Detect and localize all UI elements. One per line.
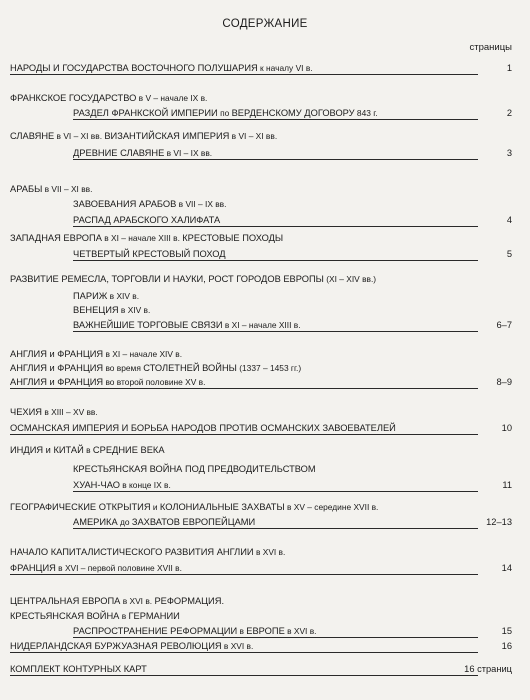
toc-entry-line — [73, 625, 478, 638]
toc-entry-line — [10, 376, 478, 389]
toc-entry-line — [73, 107, 478, 120]
toc-text: ЗАПАДНАЯ ЕВРОПА — [10, 233, 102, 243]
toc-entry-line — [10, 348, 182, 360]
toc-text: ОСМАНСКАЯ ИМПЕРИЯ И БОРЬБА НАРОДОВ ПРОТИВ ОСМАНСКИХ ЗАВОЕВАТЕЛЕЙ — [10, 423, 396, 433]
toc-entry-line — [73, 319, 478, 332]
toc-text: ВАЖНЕЙШИЕ ТОРГОВЫЕ СВЯЗИ — [73, 320, 223, 330]
toc-text: КРЕСТЬЯНСКАЯ ВОЙНА ПОД ПРЕДВОДИТЕЛЬСТВОМ — [73, 464, 316, 474]
toc-page-number: 11 — [502, 480, 512, 490]
toc-page-number: 4 — [506, 215, 512, 225]
toc-text: АНГЛИЯ и ФРАНЦИЯ — [10, 349, 104, 359]
toc-entry-line — [10, 610, 180, 622]
toc-text: СЛАВЯНЕ — [10, 131, 55, 141]
toc-text: в XI – начале XIV в. — [103, 349, 183, 359]
toc-page-number: 1 — [506, 63, 512, 73]
toc-text: ВИЗАНТИЙСКАЯ ИМПЕРИЯ — [104, 131, 230, 141]
toc-text: РАСПРОСТРАНЕНИЕ РЕФОРМАЦИИ — [73, 626, 238, 636]
toc-text: в XI – начале XIII в. — [101, 233, 183, 243]
toc-text: в VI – XI вв. — [229, 131, 278, 141]
toc-page-number: 15 — [501, 626, 512, 636]
toc-text: ХУАН-ЧАО — [73, 480, 120, 490]
toc-text: ВЕРДЕНСКОМУ ДОГОВОРУ — [231, 108, 355, 118]
toc-entry-line — [10, 595, 224, 607]
toc-text: в — [119, 611, 129, 621]
toc-entry-line — [10, 273, 376, 285]
toc-text: в XIII – XV вв. — [42, 407, 98, 417]
toc-entry-line — [10, 92, 207, 104]
toc-text: 843 г. — [354, 108, 378, 118]
toc-entry-line — [10, 62, 478, 75]
toc-page-number: 16 — [501, 641, 512, 651]
toc-text: НАРОДЫ И ГОСУДАРСТВА ВОСТОЧНОГО ПОЛУШАРИЯ — [10, 63, 258, 73]
toc-entry-line — [73, 214, 478, 227]
toc-entry-line — [73, 304, 150, 316]
toc-text: АНГЛИЯ и ФРАНЦИЯ — [10, 363, 104, 373]
toc-entry-line — [10, 546, 285, 558]
toc-text: КРЕСТЬЯНСКАЯ ВОЙНА — [10, 611, 120, 621]
toc-entry-line — [10, 562, 478, 575]
toc-entry-line — [73, 463, 316, 475]
toc-text: ЧЕТВЕРТЫЙ КРЕСТОВЫЙ ПОХОД — [73, 249, 226, 259]
toc-text: в XVI в. — [284, 626, 317, 636]
toc-entry-line — [10, 444, 165, 456]
toc-text: в XVI в. — [253, 547, 286, 557]
toc-text: в — [237, 626, 247, 636]
toc-page-number: 8–9 — [496, 377, 512, 387]
toc-text: в конце IX в. — [119, 480, 171, 490]
toc-text: ЕВРОПЕ — [246, 626, 285, 636]
toc-text: ЗАВОЕВАНИЯ АРАБОВ — [73, 199, 177, 209]
toc-text: АРАБЫ — [10, 184, 43, 194]
toc-text: в XI – начале XIII в. — [222, 320, 301, 330]
toc-entry-line — [10, 663, 478, 676]
toc-text: (1337 – 1453 гг.) — [236, 363, 302, 373]
toc-text: СРЕДНИЕ ВЕКА — [92, 445, 165, 455]
toc-text: ФРАНКСКОЕ ГОСУДАРСТВО — [10, 93, 137, 103]
toc-text: АМЕРИКА — [73, 517, 118, 527]
toc-entry-line — [73, 147, 478, 160]
toc-text: в V – начале IX в. — [136, 93, 208, 103]
page-title: СОДЕРЖАНИЕ — [222, 18, 308, 30]
toc-entry-line — [73, 248, 478, 261]
toc-page-number: 3 — [506, 148, 512, 158]
toc-text: ВЕНЕЦИЯ — [73, 305, 119, 315]
toc-text: в VII – XI вв. — [42, 184, 93, 194]
toc-entry-line — [73, 198, 226, 210]
toc-entry-line — [10, 183, 92, 195]
toc-text: КРЕСТОВЫЕ ПОХОДЫ — [182, 233, 284, 243]
toc-text: ЦЕНТРАЛЬНАЯ ЕВРОПА — [10, 596, 121, 606]
toc-entry-line — [10, 501, 378, 513]
toc-entry-line — [73, 479, 478, 492]
toc-page-number: 2 — [506, 108, 512, 118]
toc-text: в XV – середине XVII в. — [284, 502, 379, 512]
toc-entry-line — [73, 290, 139, 302]
toc-text: в — [83, 445, 93, 455]
toc-text: РЕФОРМАЦИЯ. — [154, 596, 225, 606]
toc-entry-line — [10, 422, 478, 435]
toc-page-number: 6–7 — [496, 320, 512, 330]
toc-entry-line — [10, 362, 301, 374]
toc-text: в XIV в. — [107, 291, 140, 301]
toc-text: ГЕОГРАФИЧЕСКИЕ ОТКРЫТИЯ — [10, 502, 151, 512]
toc-text: КОЛОНИАЛЬНЫЕ ЗАХВАТЫ — [159, 502, 285, 512]
toc-text: в XVI – первой половине XVII в. — [55, 563, 182, 573]
toc-text: ЧЕХИЯ — [10, 407, 42, 417]
toc-text: НАЧАЛО КАПИТАЛИСТИЧЕСКОГО РАЗВИТИЯ АНГЛИИ — [10, 547, 254, 557]
toc-text: к началу VI в. — [257, 63, 313, 73]
toc-text: в XVI в. — [120, 596, 155, 606]
toc-text: РАСПАД АРАБСКОГО ХАЛИФАТА — [73, 215, 221, 225]
toc-text: в VI – XI вв. — [54, 131, 105, 141]
toc-text: НИДЕРЛАНДСКАЯ БУРЖУАЗНАЯ РЕВОЛЮЦИЯ — [10, 641, 222, 651]
toc-text: в VI – IX вв. — [164, 148, 213, 158]
pages-column-header: страницы — [469, 42, 512, 53]
toc-text: РАЗДЕЛ ФРАНКСКОЙ ИМПЕРИИ — [73, 108, 218, 118]
toc-entry-line — [73, 516, 478, 529]
toc-entry-line — [10, 640, 478, 653]
toc-text: во время — [103, 363, 144, 373]
toc-text: до — [117, 517, 132, 527]
toc-text: РАЗВИТИЕ РЕМЕСЛА, ТОРГОВЛИ И НАУКИ, РОСТ ГОРОДОВ ЕВРОПЫ — [10, 274, 324, 284]
toc-text: ДРЕВНИЕ СЛАВЯНЕ — [73, 148, 165, 158]
toc-text: КОМПЛЕКТ КОНТУРНЫХ КАРТ — [10, 664, 147, 674]
toc-text: в VII – IX вв. — [176, 199, 227, 209]
toc-text: ИНДИЯ и КИТАЙ — [10, 445, 84, 455]
toc-page-number: 5 — [506, 249, 512, 259]
toc-text: ЗАХВАТОВ ЕВРОПЕЙЦАМИ — [131, 517, 256, 527]
toc-page-number: 10 — [501, 423, 512, 433]
toc-page-number: 14 — [501, 563, 512, 573]
toc-page-number: 12–13 — [486, 517, 512, 527]
toc-text: ПАРИЖ — [73, 291, 108, 301]
toc-text: ГЕРМАНИИ — [128, 611, 180, 621]
toc-text: по — [217, 108, 232, 118]
toc-entry-line — [10, 406, 98, 418]
toc-text: СТОЛЕТНЕЙ ВОЙНЫ — [143, 363, 237, 373]
toc-text: ФРАНЦИЯ — [10, 563, 56, 573]
toc-entry-line — [10, 130, 277, 142]
toc-text: в XVI в. — [221, 641, 254, 651]
toc-text: АНГЛИЯ и ФРАНЦИЯ — [10, 377, 104, 387]
toc-text: во второй половине XV в. — [103, 377, 206, 387]
toc-text: и — [150, 502, 160, 512]
toc-text: (XI – XIV вв.) — [323, 274, 377, 284]
toc-entry-line — [10, 232, 283, 244]
toc-text: в XIV в. — [118, 305, 151, 315]
toc-page-number: 16 страниц — [464, 664, 512, 674]
